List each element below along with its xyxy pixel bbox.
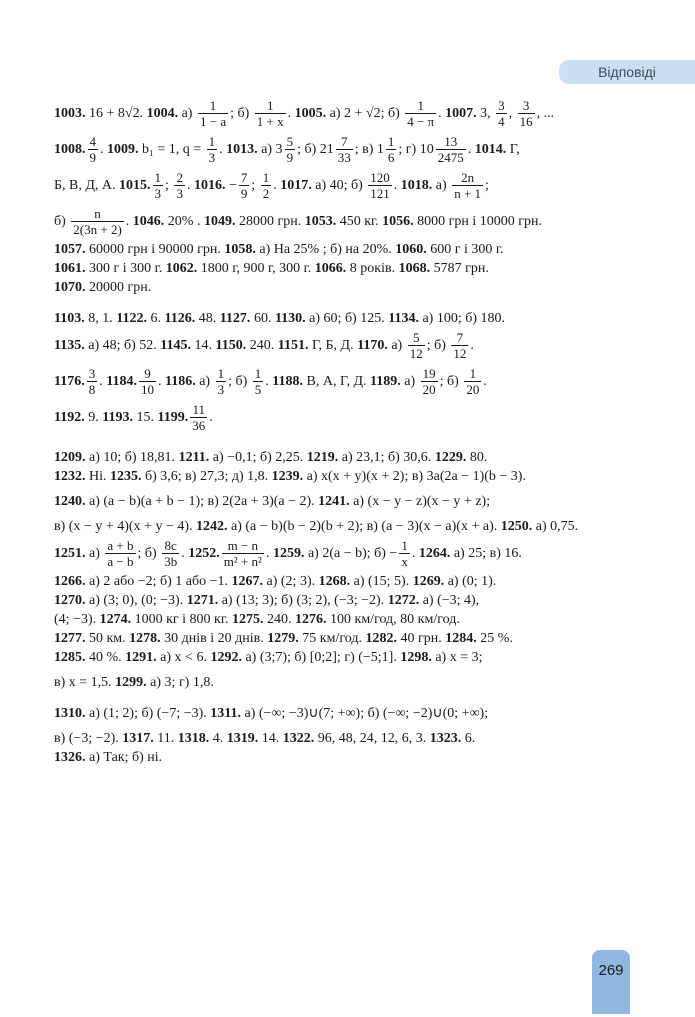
- answer-text: ;: [165, 178, 173, 193]
- fraction: $\frac{1}{2}$: [262, 170, 270, 202]
- answer-text: .: [483, 374, 487, 389]
- answer-text: .: [467, 142, 475, 157]
- fraction: $\frac{1}{1 + x}$: [256, 98, 284, 130]
- fraction: $\frac{1}{3}$: [154, 170, 162, 202]
- answer-text: .: [99, 374, 107, 389]
- problem-number: 1279.: [267, 631, 299, 646]
- fraction: $\frac{5}{9}$: [286, 134, 294, 166]
- answer-text: .: [186, 178, 194, 193]
- fraction: $\frac{2n}{n + 1}$: [454, 170, 482, 202]
- answer-line: [54, 278, 614, 297]
- answer-text: ; б): [426, 338, 450, 353]
- problem-number: 1145.: [160, 338, 192, 353]
- answer-line: [54, 328, 614, 364]
- problem-number: 1241.: [318, 494, 350, 509]
- problem-number: 1056.: [382, 214, 414, 229]
- answer-text: а) (13; 3); б) (3; 2), (−3; −2).: [218, 593, 388, 608]
- answer-text: а) (15; 5).: [350, 574, 413, 589]
- answers-block-1300s: [54, 704, 614, 767]
- answer-text: 4.: [209, 731, 227, 746]
- answer-text: а): [195, 374, 214, 389]
- answer-text: Г,: [506, 142, 520, 157]
- answer-text: 60000 грн і 90000 грн.: [85, 242, 225, 257]
- answer-text: 240.: [263, 612, 296, 627]
- answers-content: [54, 96, 614, 767]
- problem-number: 1053.: [304, 214, 337, 229]
- answer-text: а) 2 + √2; б): [326, 106, 404, 121]
- answer-text: 300 г і 300 г.: [85, 261, 166, 276]
- fraction: $\frac{5}{12}$: [409, 330, 423, 362]
- answer-text: а) (3; 0), (0; −3).: [85, 593, 187, 608]
- problem-number: 1189.: [370, 374, 401, 389]
- answer-line: [54, 132, 614, 168]
- answer-line: [54, 591, 614, 610]
- fraction: $\frac{9}{10}$: [140, 366, 154, 398]
- fraction: $\frac{1}{3}$: [217, 366, 225, 398]
- section-label: Відповіді: [559, 60, 695, 84]
- answer-line: [54, 610, 614, 629]
- fraction: $\frac{8c}{3b}$: [164, 538, 178, 570]
- problem-number: 1282.: [365, 631, 397, 646]
- answer-text: а) (2; 3).: [263, 574, 319, 589]
- problem-number: 1251.: [54, 546, 86, 561]
- answer-text: 80.: [466, 450, 488, 465]
- answer-line: [54, 536, 614, 572]
- problem-number: 1291.: [125, 650, 157, 665]
- answer-line: [54, 572, 614, 591]
- fraction: $\frac{3}{4}$: [498, 98, 505, 130]
- problem-number: 1259.: [272, 546, 305, 561]
- problem-number: 1275.: [232, 612, 264, 627]
- fraction: $\frac{120}{121}$: [370, 170, 390, 202]
- answer-text: а) (1; 2); б) (−7; −3).: [85, 706, 211, 721]
- answer-text: б): [54, 214, 70, 229]
- answer-text: а): [400, 374, 419, 389]
- answer-line: [54, 492, 614, 511]
- answer-text: , ...: [536, 106, 555, 121]
- problem-number: 1274.: [99, 612, 132, 627]
- answer-text: а) 10; б) 18,81.: [85, 450, 179, 465]
- answer-text: а) x = 3;: [431, 650, 483, 665]
- answer-text: 600 г і 300 г.: [426, 242, 504, 257]
- answer-text: 14.: [191, 338, 216, 353]
- problem-number: 1219.: [306, 450, 339, 465]
- problem-number: 1311.: [210, 706, 242, 721]
- problem-number: 1003.: [54, 106, 86, 121]
- answer-text: 3,: [476, 106, 495, 121]
- problem-number: 1250.: [500, 519, 533, 534]
- answers-block-1000s: [54, 96, 614, 297]
- answer-text: а): [432, 178, 451, 193]
- problem-number: 1046.: [132, 214, 165, 229]
- answer-text: а) 3; г) 1,8.: [146, 675, 214, 690]
- answer-text: а) (a − b)(b − 2)(b + 2); в) (a − 3)(x − a)(x + a).: [227, 519, 501, 534]
- answer-text: 60.: [250, 311, 275, 326]
- problem-number: 1126.: [164, 311, 196, 326]
- answer-text: .: [393, 178, 401, 193]
- answer-text: а) 25; в) 16.: [450, 546, 522, 561]
- answer-text: а) x < 6.: [156, 650, 211, 665]
- problem-number: 1070.: [54, 280, 86, 295]
- problem-number: 1103.: [54, 311, 85, 326]
- problem-number: 1188.: [272, 374, 304, 389]
- problem-number: 1004.: [146, 106, 179, 121]
- answer-text: в) x = 1,5.: [54, 675, 116, 690]
- answer-text: ; б): [230, 106, 253, 121]
- answer-text: 40 грн.: [396, 631, 446, 646]
- problem-number: 1193.: [102, 410, 133, 425]
- problem-number: 1122.: [116, 311, 147, 326]
- answer-text: 75 км/год.: [298, 631, 366, 646]
- problem-number: 1049.: [203, 214, 236, 229]
- answer-line: [54, 467, 614, 486]
- fraction: $\frac{2}{3}$: [176, 170, 183, 202]
- answer-text: .: [125, 214, 133, 229]
- answer-text: 20% .: [164, 214, 204, 229]
- problem-number: 1057.: [54, 242, 86, 257]
- answer-text: а) 3: [257, 142, 283, 157]
- answer-text: .: [209, 410, 213, 425]
- answer-text: а) (−3; 4),: [419, 593, 480, 608]
- problem-number: 1130.: [274, 311, 306, 326]
- problem-number: 1323.: [429, 731, 462, 746]
- answer-text: −: [225, 178, 237, 193]
- answer-text: ; б): [439, 374, 463, 389]
- answer-text: .: [181, 546, 189, 561]
- problem-number: 1269.: [412, 574, 445, 589]
- answer-text: 28000 грн.: [235, 214, 305, 229]
- answer-text: .: [265, 374, 273, 389]
- problem-number: 1015.: [119, 178, 151, 193]
- answer-text: 100 км/год, 80 км/год.: [326, 612, 460, 627]
- answer-text: в) (x − y + 4)(x + y − 4).: [54, 519, 197, 534]
- answer-line: [54, 168, 614, 204]
- fraction: $\frac{n}{2(3n + 2)}$: [73, 206, 122, 238]
- fraction: $\frac{7}{9}$: [240, 170, 248, 202]
- problem-number: 1272.: [387, 593, 420, 608]
- answer-text: а) На 25% ; б) на 20%.: [255, 242, 396, 257]
- answer-line: [54, 729, 614, 748]
- problem-number: 1068.: [398, 261, 431, 276]
- answer-text: 6.: [461, 731, 476, 746]
- answer-text: 16 + 8√2.: [85, 106, 147, 121]
- problem-number: 1229.: [434, 450, 467, 465]
- problem-number: 1018.: [400, 178, 433, 193]
- answer-text: в) (−3; −2).: [54, 731, 123, 746]
- problem-number: 1276.: [295, 612, 327, 627]
- fraction: $\frac{3}{8}$: [88, 366, 96, 398]
- problem-number: 1066.: [314, 261, 347, 276]
- answer-text: 1800 г, 900 г, 300 г.: [197, 261, 315, 276]
- answer-line: [54, 364, 614, 400]
- answer-text: .: [265, 546, 273, 561]
- problem-number: 1134.: [388, 311, 419, 326]
- answer-text: а) (−∞; −3)∪(7; +∞); б) (−∞; −2)∪(0; +∞);: [241, 706, 489, 721]
- fraction: $\frac{1}{20}$: [466, 366, 480, 398]
- answer-line: [54, 448, 614, 467]
- answer-line: [54, 748, 614, 767]
- page-number: 269: [592, 950, 630, 1014]
- problem-number: 1005.: [294, 106, 327, 121]
- problem-number: 1016.: [193, 178, 226, 193]
- problem-number: 1170.: [357, 338, 388, 353]
- problem-number: 1240.: [54, 494, 86, 509]
- answer-text: 30 днів і 20 днів.: [160, 631, 268, 646]
- problem-number: 1264.: [418, 546, 451, 561]
- answer-text: 20000 грн.: [85, 280, 152, 295]
- problem-number: 1127.: [219, 311, 251, 326]
- answer-text: а) x(x + y)(x + 2); в) 3a(2a − 1)(b − 3).: [303, 469, 526, 484]
- problem-number: 1007.: [445, 106, 477, 121]
- fraction: $\frac{1}{6}$: [387, 134, 395, 166]
- problem-number: 1184.: [106, 374, 137, 389]
- answer-text: .: [470, 338, 474, 353]
- answer-text: а) (x − y − z)(x − y + z);: [349, 494, 491, 509]
- answer-text: ; г) 10: [398, 142, 434, 157]
- answer-text: ; б): [137, 546, 161, 561]
- answer-line: [54, 517, 614, 536]
- problem-number: 1009.: [107, 142, 139, 157]
- answer-text: В, А, Г, Д.: [303, 374, 371, 389]
- answers-block-1200s: [54, 448, 614, 692]
- problem-number: 1326.: [54, 750, 86, 765]
- answer-text: 9.: [84, 410, 103, 425]
- problem-number: 1318.: [177, 731, 210, 746]
- answers-block-1100s: [54, 309, 614, 436]
- answer-text: Б, В, Д, А.: [54, 178, 120, 193]
- problem-number: 1017.: [280, 178, 312, 193]
- problem-number: 1239.: [271, 469, 304, 484]
- answer-text: .: [273, 178, 281, 193]
- problem-number: 1278.: [129, 631, 161, 646]
- fraction: $\frac{1}{5}$: [254, 366, 262, 398]
- problem-number: 1317.: [122, 731, 154, 746]
- problem-number: 1277.: [54, 631, 86, 646]
- fraction: $\frac{m - n}{\text{m² + n²}}$: [223, 538, 262, 570]
- answer-text: Г, Б, Д.: [308, 338, 358, 353]
- answer-text: а) 0,75.: [532, 519, 579, 534]
- answer-text: 96, 48, 24, 12, 6, 3.: [314, 731, 430, 746]
- problem-number: 1267.: [231, 574, 264, 589]
- fraction: $\frac{4}{9}$: [89, 134, 96, 166]
- answer-text: а) 23,1; б) 30,6.: [338, 450, 435, 465]
- answer-text: ,: [508, 106, 516, 121]
- answer-text: 50 км.: [85, 631, 130, 646]
- answer-text: 1000 кг і 800 кг.: [131, 612, 233, 627]
- answer-text: а) 100; б) 180.: [418, 311, 506, 326]
- problem-number: 1266.: [54, 574, 86, 589]
- answer-text: а): [85, 546, 104, 561]
- answer-text: а) 2 або −2; б) 1 або −1.: [85, 574, 232, 589]
- problem-number: 1271.: [186, 593, 219, 608]
- answer-text: 6.: [146, 311, 165, 326]
- problem-number: 1242.: [196, 519, 228, 534]
- problem-number: 1013.: [226, 142, 258, 157]
- answer-text: ; б): [228, 374, 251, 389]
- problem-number: 1268.: [318, 574, 351, 589]
- fraction: $\frac{13}{2475}$: [437, 134, 464, 166]
- problem-number: 1008.: [54, 142, 86, 157]
- answer-line: [54, 204, 614, 240]
- answer-text: 11.: [153, 731, 178, 746]
- answer-text: 40 %.: [85, 650, 126, 665]
- problem-number: 1310.: [54, 706, 86, 721]
- answer-text: а) (a − b)(a + b − 1); в) 2(2a + 3)(a − 2).: [85, 494, 319, 509]
- answer-line: [54, 309, 614, 328]
- answer-text: 15.: [132, 410, 158, 425]
- problem-number: 1285.: [54, 650, 86, 665]
- problem-number: 1014.: [474, 142, 507, 157]
- answer-text: а) Так; б) ні.: [85, 750, 163, 765]
- problem-number: 1319.: [226, 731, 259, 746]
- problem-number: 1284.: [445, 631, 477, 646]
- problem-number: 1062.: [165, 261, 198, 276]
- problem-number: 1235.: [110, 469, 142, 484]
- problem-number: 1270.: [54, 593, 86, 608]
- answer-line: [54, 673, 614, 692]
- problem-number: 1298.: [400, 650, 432, 665]
- problem-number: 1192.: [54, 410, 85, 425]
- answer-text: 240.: [246, 338, 278, 353]
- answer-text: .: [157, 374, 165, 389]
- answer-text: а) −0,1; б) 2,25.: [209, 450, 307, 465]
- problem-number: 1150.: [215, 338, 247, 353]
- answer-text: .: [100, 142, 107, 157]
- answer-text: а) 40; б): [311, 178, 367, 193]
- problem-number: 1299.: [115, 675, 147, 690]
- answer-text: .: [287, 106, 295, 121]
- problem-number: 1058.: [224, 242, 256, 257]
- answer-text: 8 років.: [346, 261, 399, 276]
- fraction: $\frac{1}{4 - \pi}$: [407, 98, 435, 130]
- answer-text: 8, 1.: [84, 311, 117, 326]
- answer-text: .: [411, 546, 419, 561]
- answer-text: а): [178, 106, 196, 121]
- answer-text: 8000 грн і 10000 грн.: [413, 214, 543, 229]
- problem-number: 1176.: [54, 374, 85, 389]
- answer-text: 25 %.: [476, 631, 513, 646]
- problem-number: 1151.: [277, 338, 309, 353]
- answer-text: 14.: [258, 731, 283, 746]
- answer-text: ; в) 1: [354, 142, 384, 157]
- fraction: $\frac{7}{33}$: [337, 134, 351, 166]
- answer-text: ;: [485, 178, 489, 193]
- answer-text: 48.: [195, 311, 220, 326]
- answer-line: [54, 629, 614, 648]
- answer-text: 450 кг.: [336, 214, 383, 229]
- problem-number: 1252.: [188, 546, 220, 561]
- answer-line: [54, 96, 614, 132]
- answer-text: ; б) 21: [297, 142, 334, 157]
- answer-text: а) 60; б) 125.: [305, 311, 389, 326]
- problem-number: 1211.: [178, 450, 210, 465]
- fraction: $\frac{19}{20}$: [422, 366, 436, 398]
- answer-text: Ні.: [85, 469, 110, 484]
- answer-line: [54, 704, 614, 723]
- fraction: $\frac{1}{x}$: [401, 538, 408, 570]
- problem-number: 1322.: [282, 731, 315, 746]
- answer-text: а) 48; б) 52.: [84, 338, 161, 353]
- problem-number: 1292.: [210, 650, 242, 665]
- fraction: $\frac{3}{16}$: [519, 98, 533, 130]
- answer-text: а) (0; 1).: [444, 574, 497, 589]
- problem-number: 1199.: [157, 410, 189, 425]
- answer-line: [54, 240, 614, 259]
- problem-number: 1061.: [54, 261, 86, 276]
- fraction: $\frac{1}{1 - a}$: [199, 98, 227, 130]
- fraction: $\frac{1}{3}$: [208, 134, 216, 166]
- answer-text: b₁ = 1, q =: [138, 142, 205, 157]
- answer-line: [54, 400, 614, 436]
- problem-number: 1232.: [54, 469, 86, 484]
- fraction: $\frac{a + b}{a - b}$: [107, 538, 134, 570]
- problem-number: 1186.: [164, 374, 196, 389]
- answer-text: а) (3;7); б) [0;2]; г) (−5;1].: [241, 650, 401, 665]
- answer-text: б) 3,6; в) 27,3; д) 1,8.: [141, 469, 272, 484]
- fraction: $\frac{7}{12}$: [453, 330, 467, 362]
- fraction: $\frac{11}{36}$: [192, 402, 206, 434]
- answer-text: (4; −3).: [54, 612, 100, 627]
- answer-line: [54, 259, 614, 278]
- problem-number: 1135.: [54, 338, 85, 353]
- problem-number: 1209.: [54, 450, 86, 465]
- answer-text: .: [438, 106, 446, 121]
- answer-text: .: [219, 142, 227, 157]
- answer-text: а): [387, 338, 406, 353]
- problem-number: 1060.: [395, 242, 427, 257]
- answer-text: 5787 грн.: [430, 261, 489, 276]
- answer-text: ;: [251, 178, 259, 193]
- answer-line: [54, 648, 614, 667]
- answer-text: а) 2(a − b); б) −: [304, 546, 398, 561]
